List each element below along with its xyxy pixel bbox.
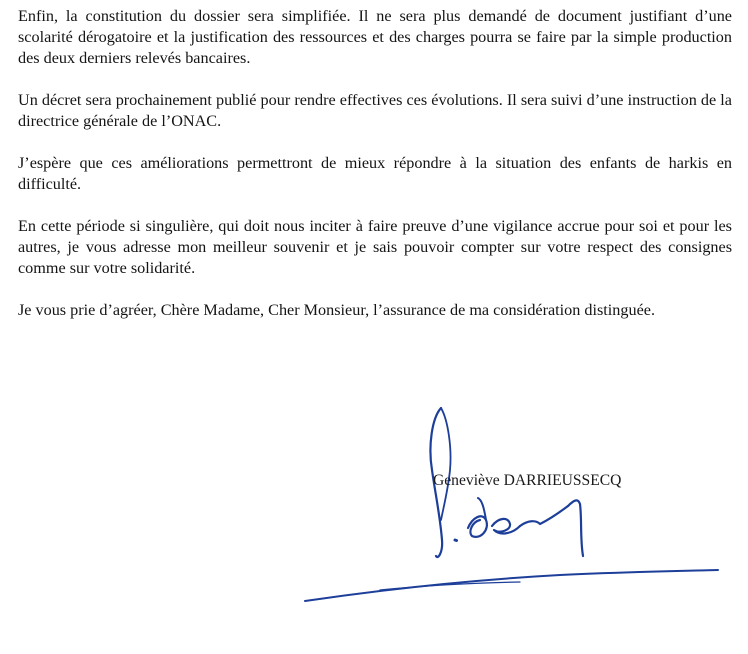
paragraph-closing-formula: Je vous prie d’agréer, Chère Madame, Cher Monsieur, l’assurance de ma considération distinguée. [18, 301, 655, 319]
paragraph-ameliorations: J’espère que ces améliorations permettront de mieux répondre à la situation des enfants de harkis en difficulté. [18, 154, 732, 193]
paragraph-vigilance: En cette période si singulière, qui doit nous inciter à faire preuve d’une vigilance accrue pour soi et pour les autres, je vous adresse mon meilleur souvenir et je sais pouvoir compter sur votre respect des consignes comme sur votre solidarité. [18, 217, 732, 277]
letter-body [18, 6, 732, 342]
paragraph-decret: Un décret sera prochainement publié pour rendre effectives ces évolutions. Il sera suivi d’une instruction de la directrice générale de l’ONAC. [18, 91, 732, 130]
signer-name: Geneviève DARRIEUSSECQ [433, 472, 622, 489]
paragraph-dossier-simplification: Enfin, la constitution du dossier sera simplifiée. Il ne sera plus demandé de document justifiant d’une scolarité dérogatoire et la justification des ressources et des charges pourra se faire par la simple production des deux derniers relevés bancaires. [18, 7, 732, 67]
